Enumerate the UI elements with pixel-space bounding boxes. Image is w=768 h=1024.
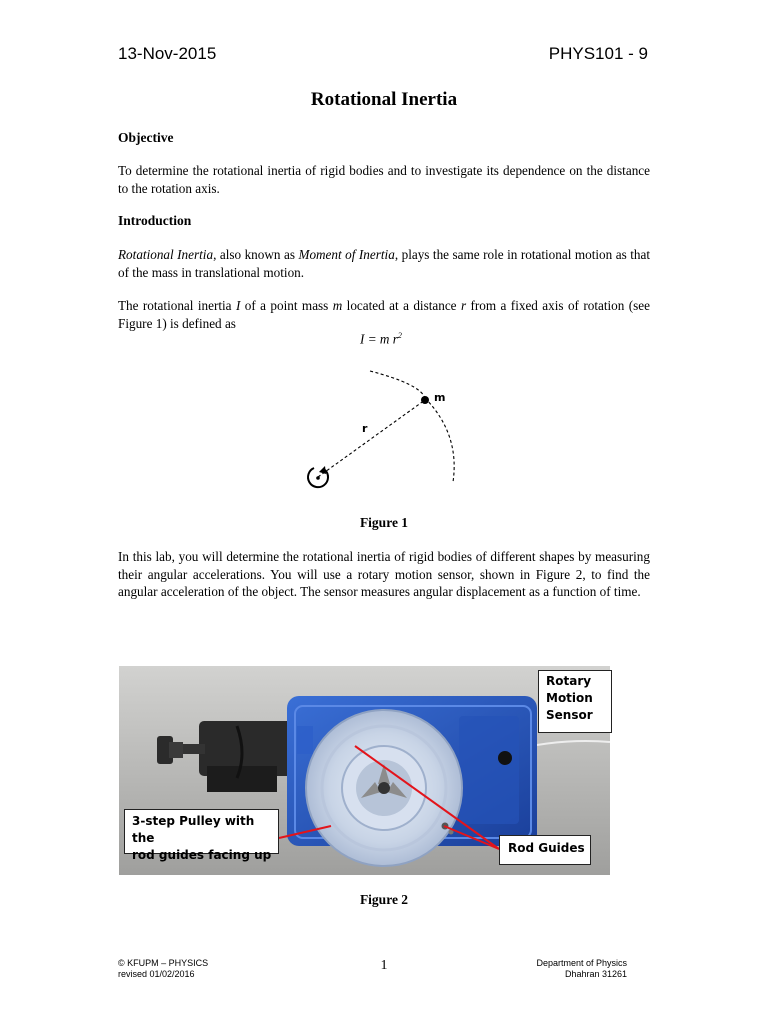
equation-lhs: I = m r bbox=[360, 331, 398, 347]
three-step-pulley bbox=[306, 710, 462, 866]
callout-sensor-line-2: Motion bbox=[546, 691, 593, 705]
symbol-m: m bbox=[332, 298, 343, 313]
intro-p2-d: from a fixed axis of rotation (see Figure 1) is defined as bbox=[118, 298, 651, 331]
callout-rod-guides: Rod Guides bbox=[499, 835, 591, 865]
figure-2-caption: Figure 2 bbox=[359, 892, 409, 907]
figure-1-arc-upper bbox=[370, 371, 425, 398]
footer-city: Dhahran 31261 bbox=[564, 969, 627, 979]
figure-1-arc-lower bbox=[425, 398, 454, 482]
footer-revised: revised 01/02/2016 bbox=[118, 969, 195, 979]
mass-label: m bbox=[434, 391, 446, 404]
footer-right bbox=[536, 958, 627, 980]
intro-paragraph-1 bbox=[118, 246, 650, 281]
point-mass bbox=[421, 396, 429, 404]
objective-heading: Objective bbox=[118, 130, 174, 145]
figure-1-caption: Figure 1 bbox=[359, 515, 409, 530]
footer-department: Department of Physics bbox=[536, 958, 627, 968]
symbol-I: I bbox=[235, 298, 241, 313]
inertia-equation bbox=[360, 331, 402, 347]
page-number: 1 bbox=[380, 958, 388, 973]
intro-paragraph-2 bbox=[118, 297, 650, 332]
radius-label: r bbox=[362, 422, 368, 435]
sensor-port bbox=[498, 751, 512, 765]
intro-p1-mid: , also known as bbox=[213, 247, 299, 262]
callout-pulley-line-1: 3-step Pulley with the bbox=[132, 814, 255, 845]
intro-p2-a: The rotational inertia bbox=[118, 298, 236, 313]
objective-text: To determine the rotational inertia of rigid bodies and to investigate its dependence on the distance to the rotation axis. bbox=[118, 163, 650, 196]
figure-1-diagram bbox=[290, 362, 480, 502]
lab-description-paragraph: In this lab, you will determine the rotational inertia of rigid bodies of different shapes by measuring their angular accelerations. You will use a rotary motion sensor, shown in Figure 2, to find the angular acceleration of the object. The sensor measures angular displacement as a function of time. bbox=[118, 549, 650, 599]
radius-line bbox=[318, 400, 425, 477]
symbol-r: r bbox=[460, 298, 467, 313]
rotation-axis-icon bbox=[308, 466, 328, 487]
term-rotational-inertia: Rotational Inertia bbox=[118, 247, 214, 262]
introduction-heading: Introduction bbox=[118, 213, 192, 228]
intro-p2-b: of a point mass bbox=[240, 298, 333, 313]
callout-rotary-motion-sensor bbox=[538, 670, 612, 733]
header-date: 13-Nov-2015 bbox=[118, 44, 217, 63]
callout-sensor-line-1: Rotary bbox=[546, 674, 592, 688]
footer-copyright: © KFUPM – PHYSICS bbox=[118, 958, 209, 968]
intro-p2-c: located at a distance bbox=[342, 298, 461, 313]
callout-sensor-line-3: Sensor bbox=[546, 708, 593, 722]
equation-exponent: 2 bbox=[397, 331, 402, 340]
header-course: PHYS101 - 9 bbox=[548, 44, 648, 63]
term-moment-of-inertia: Moment of Inertia bbox=[298, 247, 395, 262]
callout-pulley bbox=[124, 809, 279, 862]
page-title: Rotational Inertia bbox=[310, 89, 458, 110]
callout-pulley-line-2: rod guides facing up bbox=[132, 848, 272, 862]
intro-p1-end: , plays the same role in rotational motion as that of the mass in translational motion. bbox=[118, 247, 650, 280]
